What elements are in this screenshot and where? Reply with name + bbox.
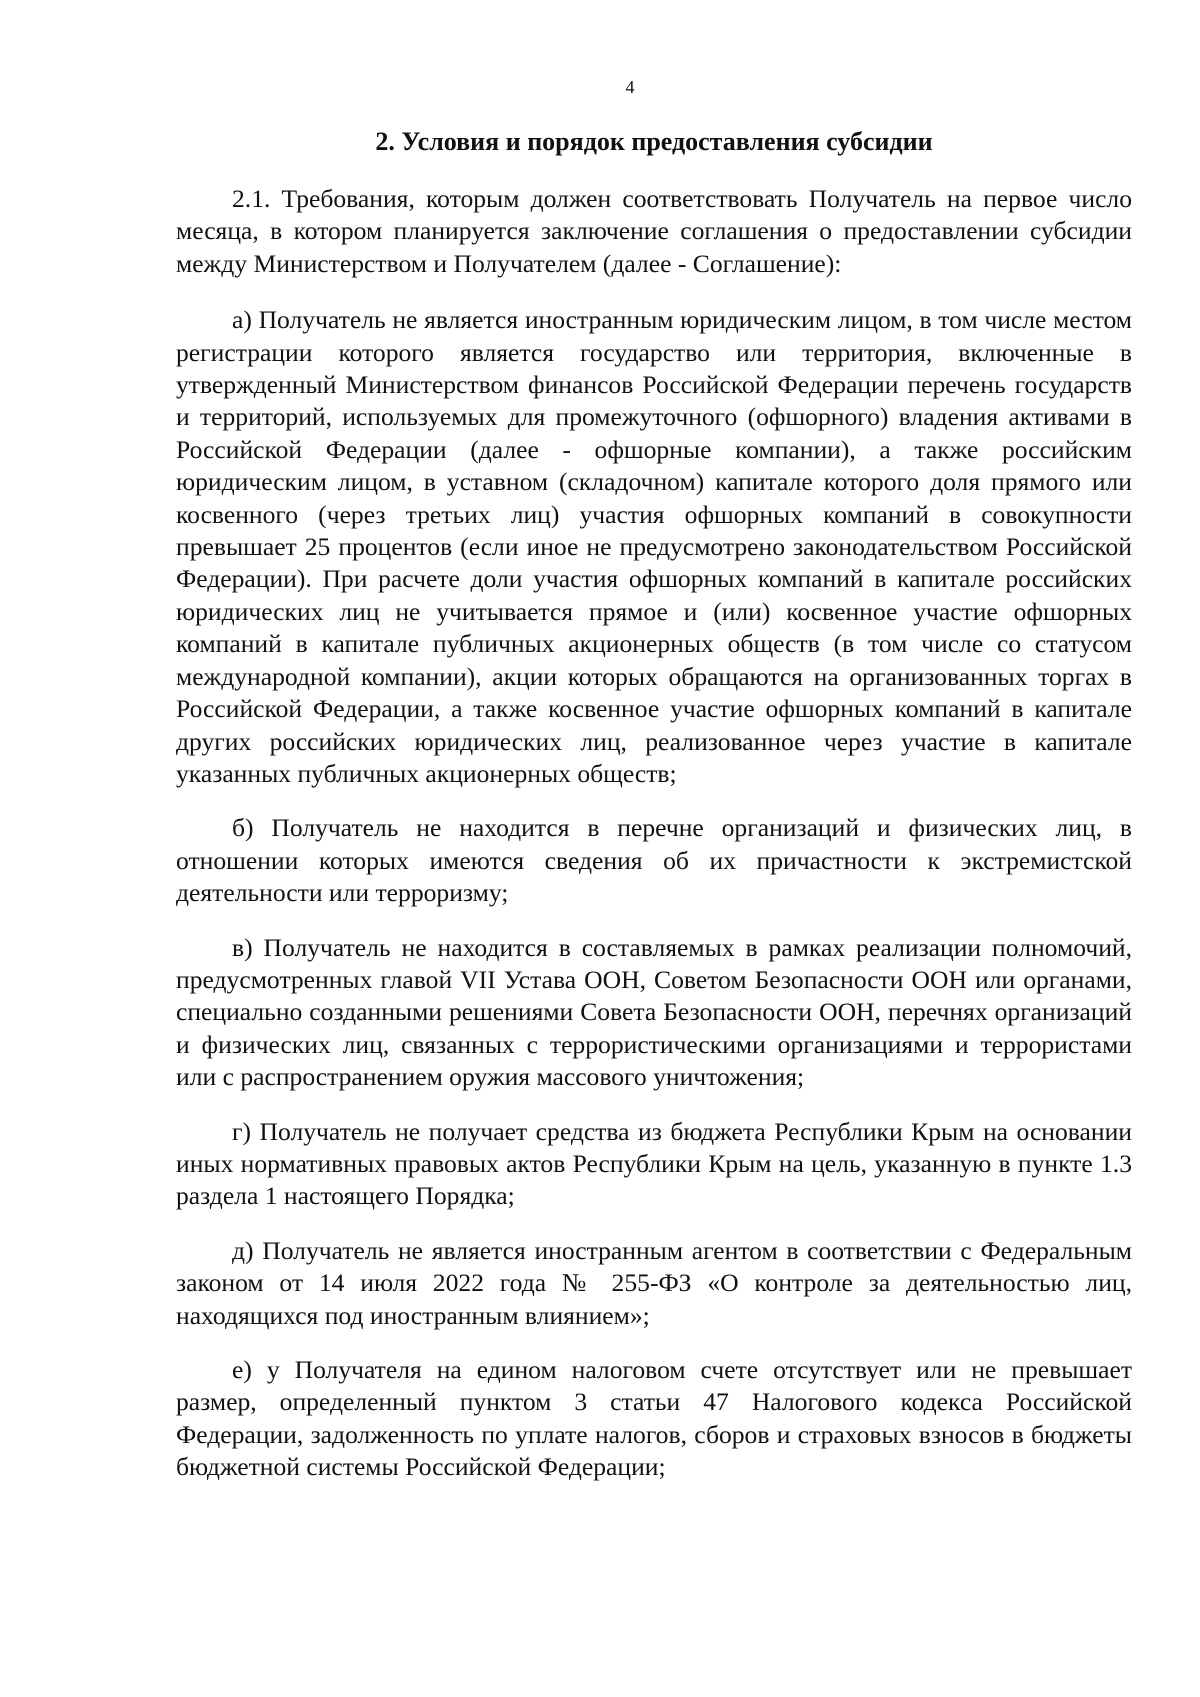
paragraph-d: д) Получатель не является иностранным агентом в соответствии с Федеральным законом от 14 июля 2022 года № 255-ФЗ «О контроле за деятельностью лиц, находящихся под иностранным влиянием»; bbox=[176, 1235, 1132, 1330]
paragraph-e: е) у Получателя на едином налоговом счете отсутствует или не превышает размер, определенный пунктом 3 статьи 47 Налогового кодекса Российской Федерации, задолженность по уплате налогов, сборов и страховых взносов в бюджеты бюджетной системы Российской Федерации; bbox=[176, 1355, 1132, 1482]
document-body bbox=[176, 183, 1132, 1506]
paragraph-2-1: 2.1. Требования, которым должен соответствовать Получатель на первое число месяца, в котором планируется заключение соглашения о предоставлении субсидии между Министерством и Получателем (далее - Соглашение): bbox=[176, 184, 1132, 278]
paragraph-g: г) Получатель не получает средства из бюджета Республики Крым на основании иных нормативных правовых актов Республики Крым на цель, указанную в пункте 1.3 раздела 1 настоящего Порядка; bbox=[176, 1116, 1132, 1211]
paragraph-a: а) Получатель не является иностранным юридическим лицом, в том числе местом регистрации которого является государство или территория, включенные в утвержденный Министерством финансов Российской Федерации перечень государств и территорий, используемых для промежуточного (офшорного) владения активами в Российской Федерации (далее - офшорные компании), а также российским юридическим лицом, в уставном (складочном) капитале которого доля прямого или косвенного (через третьих лиц) участия офшорных компаний в совокупности превышает 25 процентов (если иное не предусмотрено законодательством Российской Федерации). При расчете доли участия офшорных компаний в капитале российских юридических лиц не учитывается прямое и (или) косвенное участие офшорных компаний в капитале публичных акционерных обществ (в том числе со статусом международной компании), акции которых обращаются на организованных торгах в Российской Федерации, а также косвенное участие офшорных компаний в капитале других российских юридических лиц, реализованное через участие в капитале указанных публичных акционерных обществ; bbox=[176, 305, 1132, 788]
page-number: 4 bbox=[625, 77, 635, 97]
section-title: 2. Условия и порядок предоставления субсидии bbox=[375, 127, 933, 156]
paragraph-b: б) Получатель не находится в перечне организаций и физических лиц, в отношении которых имеются сведения об их причастности к экстремистской деятельности или терроризму; bbox=[176, 813, 1132, 908]
paragraph-v: в) Получатель не находится в составляемых в рамках реализации полномочий, предусмотренных главой VII Устава ООН, Советом Безопасности ООН или органами, специально созданными решениями Совета Безопасности ООН, перечнях организаций и физических лиц, связанных с террористическими организациями и террористами или с распространением оружия массового уничтожения; bbox=[176, 932, 1132, 1092]
